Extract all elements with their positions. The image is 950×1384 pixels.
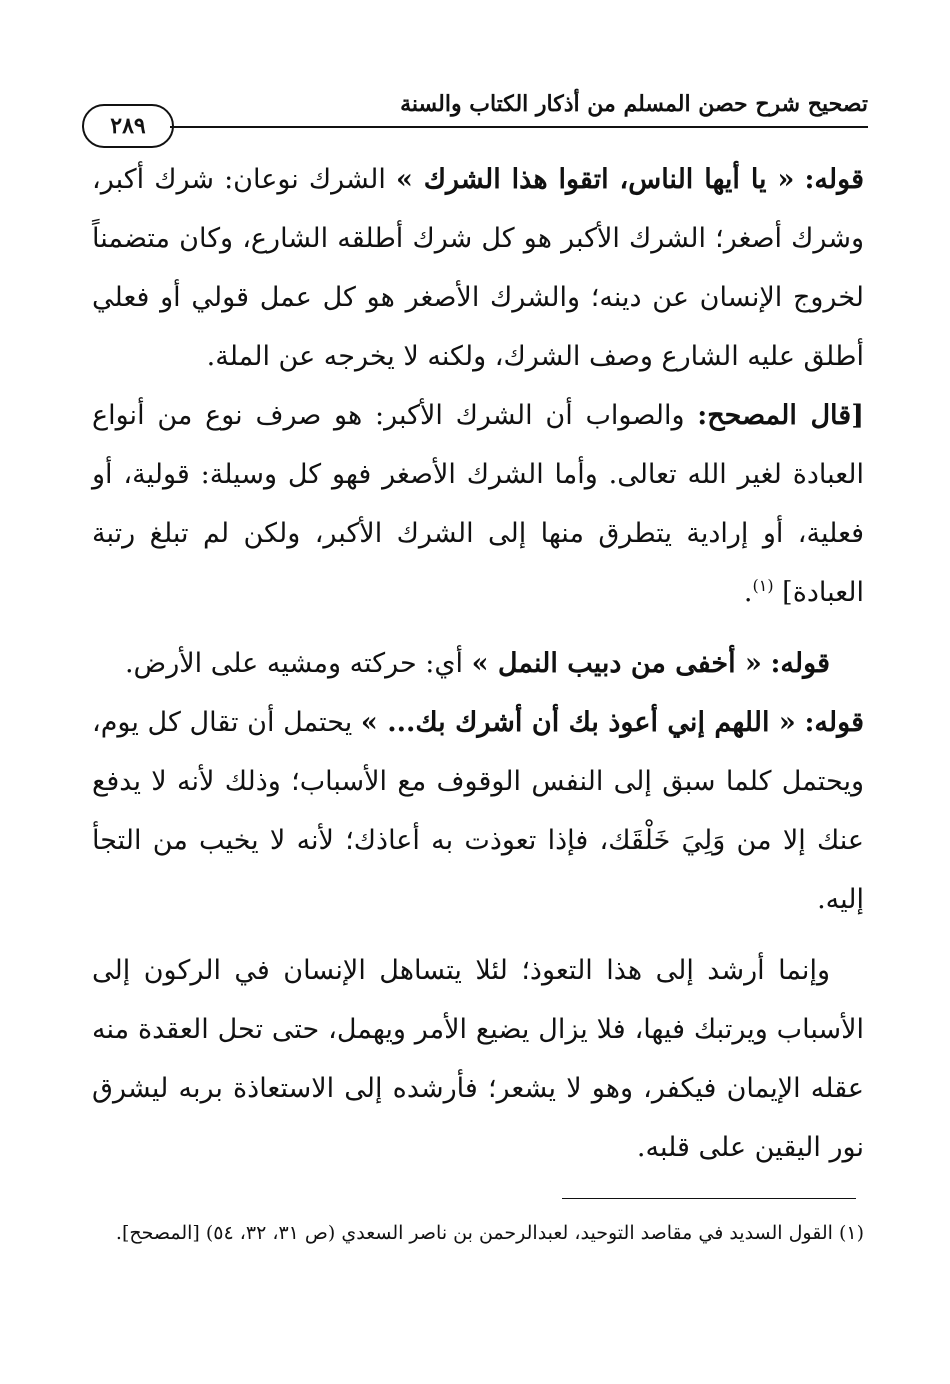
running-header: تصحيح شرح حصن المسلم من أذكار الكتاب والسنة: [400, 91, 868, 117]
hadith-quote: « أخفى من دبيب النمل »: [471, 648, 762, 679]
footnote: (١) القول السديد في مقاصد التوحيد، لعبدالرحمن بن ناصر السعدي (ص ٣١، ٣٢، ٥٤) [المصحح].: [115, 1222, 864, 1244]
paragraph-label: قوله:: [770, 648, 830, 679]
paragraph-text: الشرك نوعان: شرك أكبر، وشرك أصغر؛ الشرك الأكبر هو كل شرك أطلقه الشارع، وكان متضمناً لخروج الإنسان عن دينه؛ والشرك الأصغر هو كل عمل قولي أو فعلي أطلق عليه الشارع وصف الشرك، ولكنه لا يخرجه عن الملة.: [92, 164, 864, 372]
paragraph-5: [92, 941, 864, 1177]
paragraph-4: [92, 693, 864, 929]
paragraph-text: يحتمل أن تقال كل يوم، ويحتمل كلما سبق إلى النفس الوقوف مع الأسباب؛ وذلك لأنه لا يدفع عنك إلا من وَلِيَ خَلْقَك، فإذا تعوذت به أعاذك؛ لأنه لا يخيب من التجأ إليه.: [92, 707, 864, 915]
hadith-quote: « يا أيها الناس، اتقوا هذا الشرك »: [395, 164, 795, 195]
paragraph-1: [92, 150, 864, 386]
hadith-quote: « اللهم إني أعوذ بك أن أشرك بك... »: [360, 707, 796, 738]
paragraph-text: والصواب أن الشرك الأكبر: هو صرف نوع من أنواع العبادة لغير الله تعالى. وأما الشرك الأصغر فهو كل وسيلة: قولية، أو فعلية، أو إرادية يتطرق منها إلى الشرك الأكبر، ولكن لم تبلغ رتبة العبادة]: [92, 400, 864, 608]
paragraph-3: [92, 634, 864, 693]
paragraph-tail: .: [743, 577, 753, 608]
page-number-badge: ٢٨٩: [82, 104, 174, 148]
paragraph-label: [قال المصحح:: [697, 400, 864, 431]
paragraph-text: وإنما أرشد إلى هذا التعوذ؛ لئلا يتساهل الإنسان في الركون إلى الأسباب ويرتبك فيها، فلا يزال يضيع الأمر ويهمل، حتى تحل العقدة منه عقله الإيمان فيكفر، وهو لا يشعر؛ فأرشده إلى الاستعاذة بربه ليشرق نور اليقين على قلبه.: [92, 955, 864, 1163]
footnote-rule: [562, 1198, 856, 1199]
header-rule: [170, 126, 868, 128]
paragraph-label: قوله:: [804, 164, 864, 195]
footnote-reference[interactable]: (١): [752, 576, 774, 595]
paragraph-label: قوله:: [804, 707, 864, 738]
main-text: [92, 150, 864, 1177]
paragraph-text: أي: حركته ومشيه على الأرض.: [124, 648, 464, 679]
paragraph-2: [92, 386, 864, 622]
